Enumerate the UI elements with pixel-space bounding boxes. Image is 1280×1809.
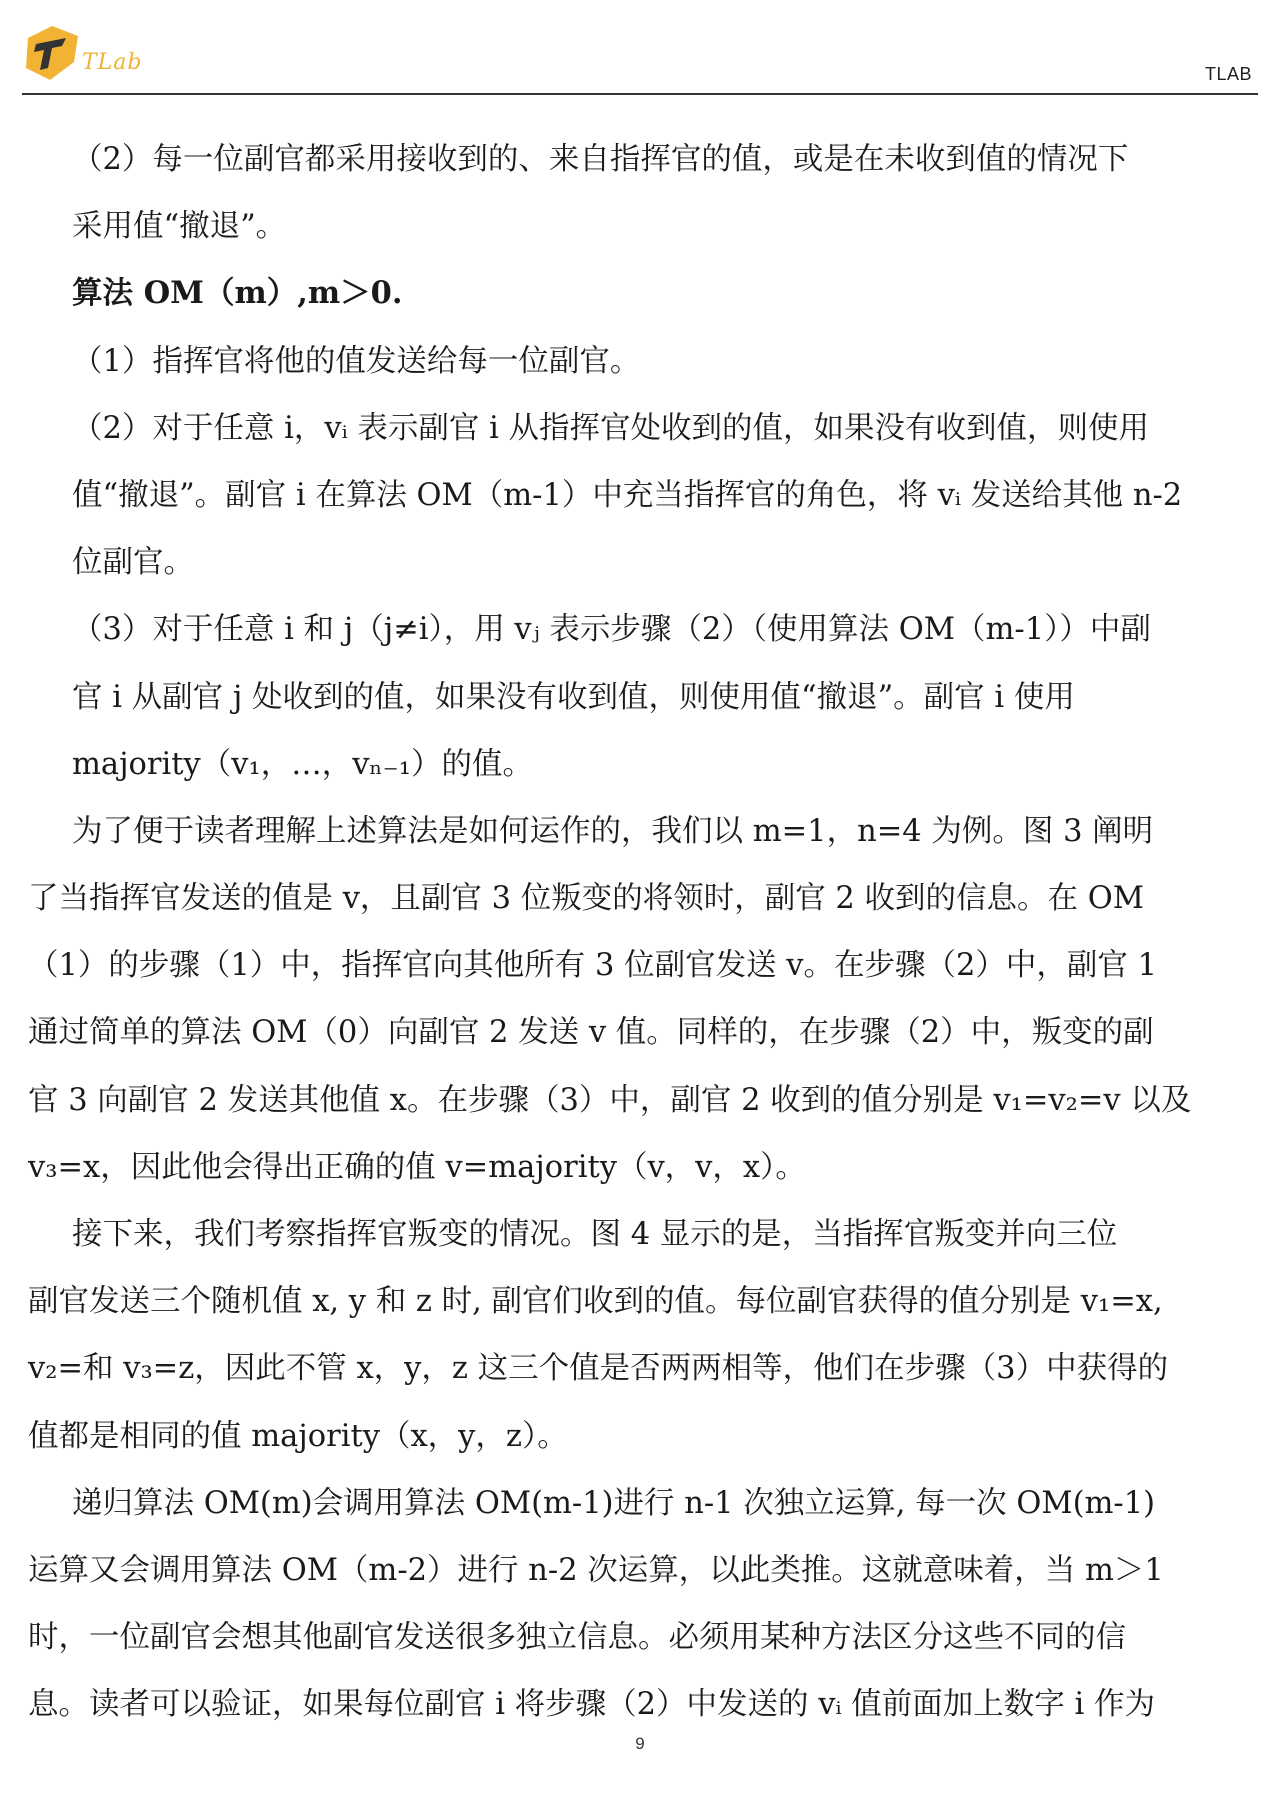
text-line: 通过简单的算法 OM（0）向副官 2 发送 v 值。同样的，在步骤（2）中，叛变的副 [28, 1015, 1154, 1051]
text-line: 值“撤退”。副官 i 在算法 OM（m-1）中充当指挥官的角色，将 vᵢ 发送给其他 n-2 [72, 477, 1183, 513]
tlab-logo [22, 22, 152, 92]
text-line: 息。读者可以验证，如果每位副官 i 将步骤（2）中发送的 vᵢ 值前面加上数字 i 作为 [28, 1687, 1155, 1723]
text-line: v₃=x，因此他会得出正确的值 v=majority（v，v，x）。 [28, 1149, 806, 1185]
text-line: 官 3 向副官 2 发送其他值 x。在步骤（3）中，副官 2 收到的值分别是 v₁=v₂=v 以及 [28, 1082, 1192, 1118]
text-line: 运算又会调用算法 OM（m-2）进行 n-2 次运算，以此类推。这就意味着，当 m＞1 [28, 1552, 1164, 1588]
page-header [22, 14, 1258, 94]
text-line: （3）对于任意 i 和 j（j≠i），用 vⱼ 表示步骤（2）（使用算法 OM（m-1））中副 [72, 612, 1151, 648]
document-body [28, 126, 1254, 1739]
text-line: 官 i 从副官 j 处收到的值，如果没有收到值，则使用值“撤退”。副官 i 使用 [72, 679, 1075, 715]
text-line: 时，一位副官会想其他副官发送很多独立信息。必须用某种方法区分这些不同的信 [28, 1620, 1126, 1656]
text-line: （2）对于任意 i，vᵢ 表示副官 i 从指挥官处收到的值，如果没有收到值，则使用 [72, 410, 1150, 446]
logo-mark-icon [22, 22, 84, 84]
text-line: 为了便于读者理解上述算法是如何运作的，我们以 m=1，n=4 为例。图 3 阐明 [72, 813, 1154, 849]
text-line: 值都是相同的值 majority（x，y，z）。 [28, 1418, 568, 1454]
text-line: （1）指挥官将他的值发送给每一位副官。 [72, 343, 641, 379]
text-line: majority（v₁，…，vₙ₋₁）的值。 [72, 746, 533, 782]
text-line: 接下来，我们考察指挥官叛变的情况。图 4 显示的是，当指挥官叛变并向三位 [72, 1217, 1118, 1252]
page-number: 9 [635, 1734, 645, 1753]
logo-text: TLab [82, 50, 143, 75]
text-line: （2）每一位副官都采用接收到的、来自指挥官的值，或是在未收到值的情况下 [72, 142, 1129, 177]
header-divider [22, 93, 1258, 95]
text-line: 采用值“撤退”。 [72, 209, 287, 245]
text-line: 了当指挥官发送的值是 v，且副官 3 位叛变的将领时，副官 2 收到的信息。在 OM [28, 881, 1144, 917]
text-line: 副官发送三个随机值 x, y 和 z 时, 副官们收到的值。每位副官获得的值分别是 v₁=x, [28, 1284, 1163, 1320]
text-line: 递归算法 OM(m)会调用算法 OM(m-1)进行 n-1 次独立运算, 每一次 OM(m-1) [72, 1485, 1156, 1521]
header-label: TLAB [1204, 64, 1252, 84]
text-line: 位副官。 [72, 545, 194, 581]
text-line: v₂=和 v₃=z，因此不管 x，y，z 这三个值是否两两相等，他们在步骤（3）中获得的 [28, 1351, 1169, 1387]
text-line: （1）的步骤（1）中，指挥官向其他所有 3 位副官发送 v。在步骤（2）中，副官 1 [28, 948, 1158, 984]
algorithm-heading: 算法 OM（m）,m＞0. [72, 275, 403, 312]
